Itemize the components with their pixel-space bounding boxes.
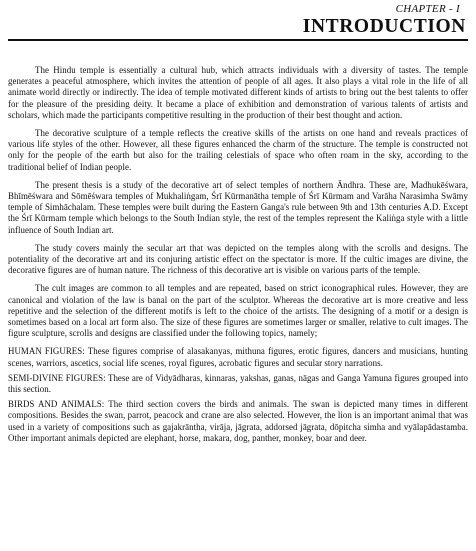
section-birds-and-animals: BIRDS AND ANIMALS: The third section covers the birds and animals. The swan is depicted many times in different compositions. Besides the swan, parrot, peacock and crane are also selected. However, the lion is an important animal that was used in a variety of compositions such as gajakrāntha, virāja, jāgrata, addorsed jāgrata, dōpitcha simha and vyālapādastamba. Other important animals depicted are elephant, horse, makara, dog, panther, monkey, boar and deer.	[8, 399, 468, 443]
paragraph: The cult images are common to all temples and are repeated, based on strict iconographical rules. However, they are canonical and violation of the law is banal on the part of the sculptor. Whereas the decorative art is more creative and less repetitive and the selection of the different motifs is left to the choice of the artists. The designing of a motif or a design is sometimes based on a local art form also. The size of these figures are sometimes larger or smaller, relative to cult images. The figure sculpture, scrolls and designs are classified under the following topics, namely;	[8, 283, 468, 339]
paragraph: The Hindu temple is essentially a cultural hub, which attracts individuals with a diversity of tastes. The temple generates a peaceful atmosphere, which invites the attention of people of all ages. It also plays a vital role in the life of all animate world directly or indirectly. The idea of temple motivated different kinds of artists to bring out the best talents to offer for the pleasure of the presiding deity. It became a place of exhibition and demonstration of various talents of artists and scholars, which made the participants competitive resulting in the production of their best thought and action.	[8, 65, 468, 120]
paragraph: The present thesis is a study of the decorative art of select temples of northern Āndhra. These are, Madhukēśwara, Bhīmēśwara and Sōmēśwara temples of Mukhaliṅgam, Śrī Kūrmanātha temple of Śrī Kūrmam and Varāha Narasimha Swāmy temple of Simhāchalam. These temples were built during the Eastern Ganga's rule between 9th and 13th centuries A.D. Except the Śrī Kūrmam temple which belongs to the South Indian style, the rest of the temples represent the Kaliṅga style with a little influence of South Indian art.	[8, 179, 468, 235]
paragraph: The decorative sculpture of a temple reflects the creative skills of the artists on one hand and reveals practices of various life styles of the other. However, all these figures enhanced the charm of the structure. The temple is constructed not only for the people of the earth but also for the trailing celestials of space who often roam in the sky, according to the traditional belief of Indian people.	[8, 128, 468, 172]
chapter-header	[8, 3, 468, 41]
section-human-figures: HUMAN FIGURES: These figures comprise of alasakanyas, mithuna figures, erotic figures, dancers and musicians, hunting scenes, warriors, ascetics, social life scenes, royal figures, acrobatic figures and secular story narrations.	[8, 346, 468, 368]
paragraph: The study covers mainly the secular art that was depicted on the temples along with the scrolls and designs. The potentiality of the decorative art and its conjuring artistic effect on the spectator is more. If the cultic images are divine, the decorative figures are of human nature. The richness of this decorative art is visible on various parts of the temple.	[8, 242, 468, 276]
section-semi-divine-figures: SEMI-DIVINE FIGURES: These are of Vidyādharas, kinnaras, yakshas, ganas, nāgas and Ganga Yamuna figures grouped into this section.	[8, 372, 468, 395]
body-text	[8, 65, 468, 444]
chapter-title: INTRODUCTION	[8, 16, 468, 41]
chapter-label: CHAPTER - I	[395, 3, 460, 15]
